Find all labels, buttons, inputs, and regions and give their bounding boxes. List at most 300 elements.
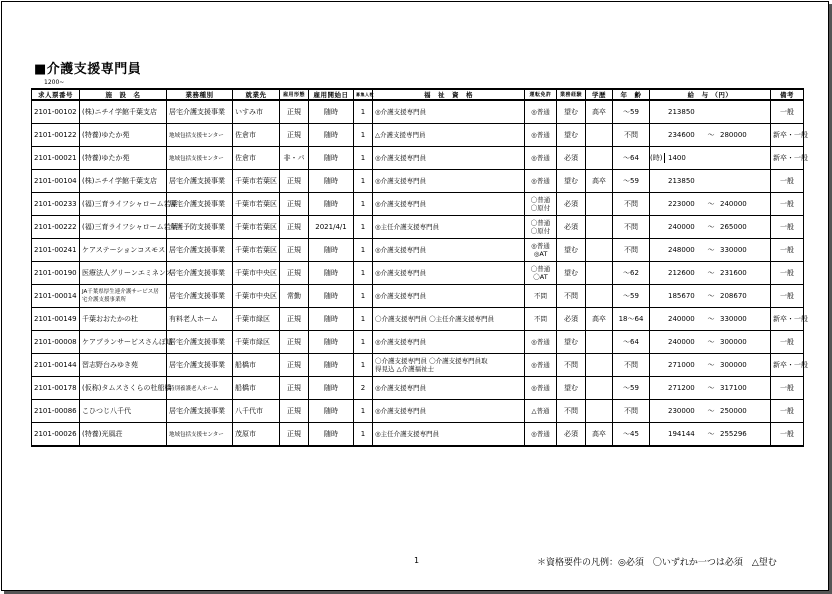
salary-min: 271200 [668, 384, 695, 392]
employment-type-cell: 正規 [280, 100, 309, 124]
qualification-cell [373, 377, 525, 400]
facility-name-cell: ケアプランサービスさんぽ道 [80, 331, 167, 354]
facility-name-cell: (福)三育ライフシャローム若葉 [80, 193, 167, 216]
employment-type-cell: 正規 [280, 170, 309, 193]
driver-license-cell [525, 124, 557, 147]
headcount-cell: 2 [354, 377, 373, 400]
license-line: ◎普通 [531, 108, 550, 116]
salary-cell [650, 308, 771, 331]
header-cell: 施 設 名 [80, 89, 167, 100]
headcount-cell: 1 [354, 100, 373, 124]
note-cell: 一般 [771, 170, 804, 193]
qualification-cell [373, 331, 525, 354]
job-listing-table [31, 88, 808, 447]
license-line: 〇普通 [530, 219, 551, 227]
note-cell: 新卒・一般 [771, 147, 804, 170]
headcount-cell: 1 [354, 193, 373, 216]
job-number-cell: 2101-00144 [32, 354, 80, 377]
salary-max: 317100 [720, 384, 747, 392]
education-cell [586, 239, 613, 262]
header-cell: 業務種別 [167, 89, 233, 100]
qualification-cell [373, 147, 525, 170]
headcount-cell: 1 [354, 400, 373, 423]
age-cell: ～45 [613, 423, 650, 447]
driver-license-cell [525, 216, 557, 239]
driver-license-cell [525, 354, 557, 377]
experience-cell: 望む [557, 377, 586, 400]
salary-tilde: ～ [707, 315, 715, 323]
table-row [32, 100, 804, 124]
qualification-cell [373, 354, 525, 377]
salary-cell [650, 262, 771, 285]
employment-type-cell: 正規 [280, 239, 309, 262]
driver-license-cell [525, 308, 557, 331]
table-row [32, 354, 804, 377]
table-row [32, 423, 804, 447]
facility-name-cell: 習志野台みゆき苑 [80, 354, 167, 377]
note-cell: 一般 [771, 193, 804, 216]
start-date-cell: 随時 [309, 377, 354, 400]
qualification-line: ◎介護支援専門員 [375, 384, 427, 392]
salary-unit: (時) [650, 153, 665, 163]
facility-name-cell: (株)ニチイ学館千葉支店 [80, 100, 167, 124]
qualification-cell [373, 100, 525, 124]
table-row [32, 400, 804, 423]
business-type-cell: 居宅介護支援事業 [167, 239, 233, 262]
note-cell: 一般 [771, 262, 804, 285]
salary-max: 330000 [720, 246, 747, 254]
salary-min: 185670 [668, 292, 695, 300]
facility-name-cell: ケアステーションコスモス [80, 239, 167, 262]
workplace-cell: いすみ市 [233, 100, 280, 124]
age-cell: 不問 [613, 239, 650, 262]
education-cell: 高卒 [586, 423, 613, 447]
salary-min: 213850 [668, 108, 695, 116]
salary-cell [650, 354, 771, 377]
license-line: ◎普通 [531, 361, 550, 369]
salary-cell [650, 216, 771, 239]
qualification-line: ◎介護支援専門員 [375, 338, 427, 346]
business-type-cell: 地域包括支援センター [167, 147, 233, 170]
business-type-cell: 特別養護老人ホーム [167, 377, 233, 400]
experience-cell: 望む [557, 100, 586, 124]
workplace-cell: 千葉市緑区 [233, 308, 280, 331]
driver-license-cell [525, 239, 557, 262]
note-cell: 一般 [771, 239, 804, 262]
header-cell: 雇用開始日 [309, 89, 354, 100]
license-line: 〇普通 [530, 265, 551, 273]
job-number-cell: 2101-00149 [32, 308, 80, 331]
header-cell: 福 祉 資 格 [373, 89, 525, 100]
salary-tilde: ～ [707, 200, 715, 208]
employment-type-cell: 正規 [280, 262, 309, 285]
header-cell: 募集人数 [354, 89, 373, 100]
experience-cell: 必須 [557, 193, 586, 216]
workplace-cell: 八千代市 [233, 400, 280, 423]
qualification-line: ◎主任介護支援専門員 [375, 223, 440, 231]
salary-min: 271000 [668, 361, 695, 369]
workplace-cell: 茂原市 [233, 423, 280, 447]
headcount-cell: 1 [354, 216, 373, 239]
business-type-cell: 居宅介護支援事業 [167, 400, 233, 423]
salary-cell [650, 331, 771, 354]
salary-cell [650, 124, 771, 147]
note-cell: 一般 [771, 423, 804, 447]
driver-license-cell [525, 423, 557, 447]
business-type-cell: 居宅介護支援事業 [167, 331, 233, 354]
age-cell: ～59 [613, 377, 650, 400]
header-cell: 給 与 （円） [650, 89, 771, 100]
driver-license-cell [525, 331, 557, 354]
employment-type-cell: 正規 [280, 124, 309, 147]
experience-cell: 必須 [557, 423, 586, 447]
start-date-cell: 随時 [309, 285, 354, 308]
business-type-cell: 地域包括支援センター [167, 124, 233, 147]
facility-name-cell: 医療法人グリーンエミネンス [80, 262, 167, 285]
business-type-cell: 居宅介護支援事業 [167, 354, 233, 377]
age-cell: ～59 [613, 285, 650, 308]
qualification-cell [373, 308, 525, 331]
table-row [32, 170, 804, 193]
table-row [32, 124, 804, 147]
employment-type-cell: 正規 [280, 423, 309, 447]
header-cell: 求人票番号 [32, 89, 80, 100]
start-date-cell: 随時 [309, 354, 354, 377]
salary-tilde: ～ [707, 338, 715, 346]
qualification-line: 〇介護支援専門員 〇介護支援専門員取 [375, 357, 488, 365]
education-cell [586, 354, 613, 377]
driver-license-cell [525, 147, 557, 170]
salary-tilde: ～ [707, 430, 715, 438]
job-number-cell: 2101-00122 [32, 124, 80, 147]
driver-license-cell [525, 170, 557, 193]
job-number-cell: 2101-00086 [32, 400, 80, 423]
license-line: 不問 [534, 292, 547, 300]
headcount-cell: 1 [354, 354, 373, 377]
age-cell: 不問 [613, 124, 650, 147]
salary-cell [650, 377, 771, 400]
qualification-cell [373, 170, 525, 193]
qualification-line: ◎介護支援専門員 [375, 407, 427, 415]
salary-min: 240000 [668, 223, 695, 231]
driver-license-cell [525, 193, 557, 216]
job-number-cell: 2101-00233 [32, 193, 80, 216]
salary-max: 250000 [720, 407, 747, 415]
facility-name-cell: (特養)ゆたか苑 [80, 147, 167, 170]
start-date-cell: 随時 [309, 100, 354, 124]
education-cell [586, 216, 613, 239]
employment-type-cell: 正規 [280, 377, 309, 400]
license-line: 〇普通 [530, 196, 551, 204]
salary-min: 240000 [668, 338, 695, 346]
license-line: ◎普通 [531, 242, 550, 250]
salary-max: 280000 [720, 131, 747, 139]
table-header-row [32, 89, 804, 100]
qualification-cell [373, 193, 525, 216]
table-row [32, 308, 804, 331]
workplace-cell: 千葉市中央区 [233, 262, 280, 285]
salary-tilde: ～ [707, 223, 715, 231]
license-line: 〇原付 [530, 204, 551, 212]
salary-cell [650, 423, 771, 447]
age-cell: ～59 [613, 100, 650, 124]
employment-type-cell: 正規 [280, 193, 309, 216]
salary-max: 300000 [720, 361, 747, 369]
qualification-cell [373, 262, 525, 285]
experience-cell: 不問 [557, 285, 586, 308]
table-row [32, 331, 804, 354]
workplace-cell: 佐倉市 [233, 147, 280, 170]
qualification-line: ◎介護支援専門員 [375, 200, 427, 208]
note-cell: 新卒・一般 [771, 308, 804, 331]
business-type-cell: 居宅介護支援事業 [167, 193, 233, 216]
license-line: ◎普通 [531, 154, 550, 162]
education-cell [586, 377, 613, 400]
salary-tilde: ～ [707, 246, 715, 254]
experience-cell: 必須 [557, 216, 586, 239]
salary-cell [650, 170, 771, 193]
header-cell: 雇用形態 [280, 89, 309, 100]
job-number-cell: 2101-00102 [32, 100, 80, 124]
age-cell: ～59 [613, 170, 650, 193]
education-cell [586, 147, 613, 170]
business-type-cell: 地域包括支援センター [167, 423, 233, 447]
table-row [32, 216, 804, 239]
qualification-line: 〇介護支援専門員 〇主任介護支援専門員 [375, 315, 495, 323]
salary-max: 265000 [720, 223, 747, 231]
header-cell: 就業先 [233, 89, 280, 100]
salary-min: 240000 [668, 315, 695, 323]
qualification-legend: ＊資格要件の凡例：◎必須 〇いずれか一つは必須 △望む [537, 558, 777, 568]
age-cell: 不問 [613, 400, 650, 423]
start-date-cell: 随時 [309, 239, 354, 262]
headcount-cell: 1 [354, 170, 373, 193]
start-date-cell: 随時 [309, 147, 354, 170]
table-row [32, 262, 804, 285]
business-type-cell: 居宅介護支援事業 [167, 170, 233, 193]
experience-cell: 必須 [557, 308, 586, 331]
qualification-cell [373, 239, 525, 262]
qualification-line: ◎介護支援専門員 [375, 246, 427, 254]
driver-license-cell [525, 285, 557, 308]
headcount-cell: 1 [354, 423, 373, 447]
header-cell: 備考 [771, 89, 804, 100]
age-cell: ～62 [613, 262, 650, 285]
salary-tilde: ～ [707, 292, 715, 300]
education-cell [586, 262, 613, 285]
workplace-cell: 佐倉市 [233, 124, 280, 147]
age-cell: 18～64 [613, 308, 650, 331]
employment-type-cell: 正規 [280, 354, 309, 377]
salary-min: 212600 [668, 269, 695, 277]
start-date-cell: 随時 [309, 262, 354, 285]
business-type-cell: 有料老人ホーム [167, 308, 233, 331]
header-cell: 業務経験 [557, 89, 586, 100]
table-row [32, 193, 804, 216]
salary-max: 231600 [720, 269, 747, 277]
table-row [32, 285, 804, 308]
start-date-cell: 随時 [309, 331, 354, 354]
education-cell [586, 285, 613, 308]
facility-name-cell: (仮称)タムスさくらの杜船橋 [80, 377, 167, 400]
job-number-cell: 2101-00026 [32, 423, 80, 447]
salary-max: 300000 [720, 338, 747, 346]
salary-min: 194144 [668, 430, 695, 438]
driver-license-cell [525, 377, 557, 400]
license-line: ◎普通 [531, 430, 550, 438]
driver-license-cell [525, 100, 557, 124]
license-line: △普通 [531, 407, 550, 415]
start-date-cell: 随時 [309, 400, 354, 423]
age-cell: ～64 [613, 331, 650, 354]
age-cell: 不問 [613, 193, 650, 216]
salary-cell [650, 193, 771, 216]
employment-type-cell: 正規 [280, 308, 309, 331]
business-type-cell: 居宅介護支援事業 [167, 285, 233, 308]
salary-min: 223000 [668, 200, 695, 208]
experience-cell: 必須 [557, 147, 586, 170]
job-number-cell: 2101-00021 [32, 147, 80, 170]
license-line: ◎AT [533, 250, 548, 258]
experience-cell: 望む [557, 239, 586, 262]
education-cell [586, 400, 613, 423]
employment-type-cell: 非・パ [280, 147, 309, 170]
salary-min: 213850 [668, 177, 695, 185]
workplace-cell: 千葉市若葉区 [233, 193, 280, 216]
qualification-cell [373, 400, 525, 423]
license-line: 〇原付 [530, 227, 551, 235]
experience-cell: 望む [557, 262, 586, 285]
note-cell: 一般 [771, 285, 804, 308]
table-row [32, 377, 804, 400]
page-number: 1 [414, 556, 420, 565]
job-number-cell: 2101-00008 [32, 331, 80, 354]
salary-cell [650, 285, 771, 308]
license-line: ◎普通 [531, 384, 550, 392]
note-cell: 一般 [771, 377, 804, 400]
workplace-cell: 千葉市緑区 [233, 331, 280, 354]
salary-min: 230000 [668, 407, 695, 415]
headcount-cell: 1 [354, 147, 373, 170]
experience-cell: 望む [557, 170, 586, 193]
salary-max: 240000 [720, 200, 747, 208]
page-title: ■介護支援専門員 [34, 62, 142, 77]
salary-tilde: ～ [707, 269, 715, 277]
facility-name-cell: こひつじ八千代 [80, 400, 167, 423]
table-row [32, 147, 804, 170]
salary-min: 1400 [668, 154, 686, 162]
job-number-cell: 2101-00104 [32, 170, 80, 193]
license-line: ◎普通 [531, 338, 550, 346]
table-row [32, 239, 804, 262]
headcount-cell: 1 [354, 308, 373, 331]
salary-max: 208670 [720, 292, 747, 300]
business-type-cell: 居宅介護支援事業 [167, 262, 233, 285]
license-line: 〇AT [533, 273, 548, 281]
qualification-line: ◎介護支援専門員 [375, 177, 427, 185]
job-number-cell: 2101-00222 [32, 216, 80, 239]
education-cell [586, 193, 613, 216]
salary-max: 255296 [720, 430, 747, 438]
workplace-cell: 千葉市若葉区 [233, 170, 280, 193]
education-cell: 高卒 [586, 100, 613, 124]
job-number-cell: 2101-00178 [32, 377, 80, 400]
qualification-line: ◎介護支援専門員 [375, 269, 427, 277]
salary-tilde: ～ [707, 361, 715, 369]
workplace-cell: 千葉市中央区 [233, 285, 280, 308]
employment-type-cell: 正規 [280, 331, 309, 354]
job-number-cell: 2101-00190 [32, 262, 80, 285]
experience-cell: 望む [557, 124, 586, 147]
qualification-cell [373, 124, 525, 147]
header-cell: 学歴 [586, 89, 613, 100]
facility-name-cell: 千葉おおたかの杜 [80, 308, 167, 331]
salary-cell [650, 400, 771, 423]
salary-cell [650, 147, 771, 170]
driver-license-cell [525, 400, 557, 423]
employment-type-cell: 常勤 [280, 285, 309, 308]
salary-cell [650, 239, 771, 262]
salary-min: 234600 [668, 131, 695, 139]
salary-tilde: ～ [707, 384, 715, 392]
start-date-cell: 随時 [309, 124, 354, 147]
headcount-cell: 1 [354, 239, 373, 262]
headcount-cell: 1 [354, 124, 373, 147]
driver-license-cell [525, 262, 557, 285]
workplace-cell: 船橋市 [233, 377, 280, 400]
age-cell: 不問 [613, 216, 650, 239]
workplace-cell: 千葉市若葉区 [233, 216, 280, 239]
start-date-cell: 随時 [309, 193, 354, 216]
header-cell: 年 齢 [613, 89, 650, 100]
workplace-cell: 船橋市 [233, 354, 280, 377]
sub-note: 1200~ [44, 79, 65, 86]
note-cell: 新卒・一般 [771, 124, 804, 147]
qualification-line: ◎介護支援専門員 [375, 108, 427, 116]
experience-cell: 不問 [557, 354, 586, 377]
business-type-cell: 居宅介護支援事業 [167, 100, 233, 124]
note-cell: 一般 [771, 400, 804, 423]
start-date-cell: 随時 [309, 423, 354, 447]
license-line: ◎普通 [531, 131, 550, 139]
note-cell: 新卒・一般 [771, 354, 804, 377]
salary-max: 330000 [720, 315, 747, 323]
headcount-cell: 1 [354, 331, 373, 354]
license-line: ◎普通 [531, 177, 550, 185]
facility-name-cell: (福)三育ライフシャローム若葉 [80, 216, 167, 239]
facility-name-cell: JA千葉県厚生連介護サービス居宅介護支援事業所 [80, 285, 167, 308]
qualification-line: ◎介護支援専門員 [375, 292, 427, 300]
start-date-cell: 2021/4/1 [309, 216, 354, 239]
facility-name-cell: (株)ニチイ学館千葉支店 [80, 170, 167, 193]
education-cell [586, 124, 613, 147]
salary-tilde: ～ [707, 131, 715, 139]
qualification-line: △介護支援専門員 [375, 131, 426, 139]
experience-cell: 望む [557, 331, 586, 354]
license-line: 不問 [534, 315, 547, 323]
qualification-cell [373, 285, 525, 308]
job-number-cell: 2101-00014 [32, 285, 80, 308]
header-cell: 運転免許 [525, 89, 557, 100]
salary-min: 248000 [668, 246, 695, 254]
qualification-line: 得見込 △介護福祉士 [375, 365, 435, 373]
note-cell: 一般 [771, 331, 804, 354]
job-number-cell: 2101-00241 [32, 239, 80, 262]
facility-name-cell: (特養)ゆたか苑 [80, 124, 167, 147]
employment-type-cell: 正規 [280, 216, 309, 239]
workplace-cell: 千葉市若葉区 [233, 239, 280, 262]
start-date-cell: 随時 [309, 170, 354, 193]
